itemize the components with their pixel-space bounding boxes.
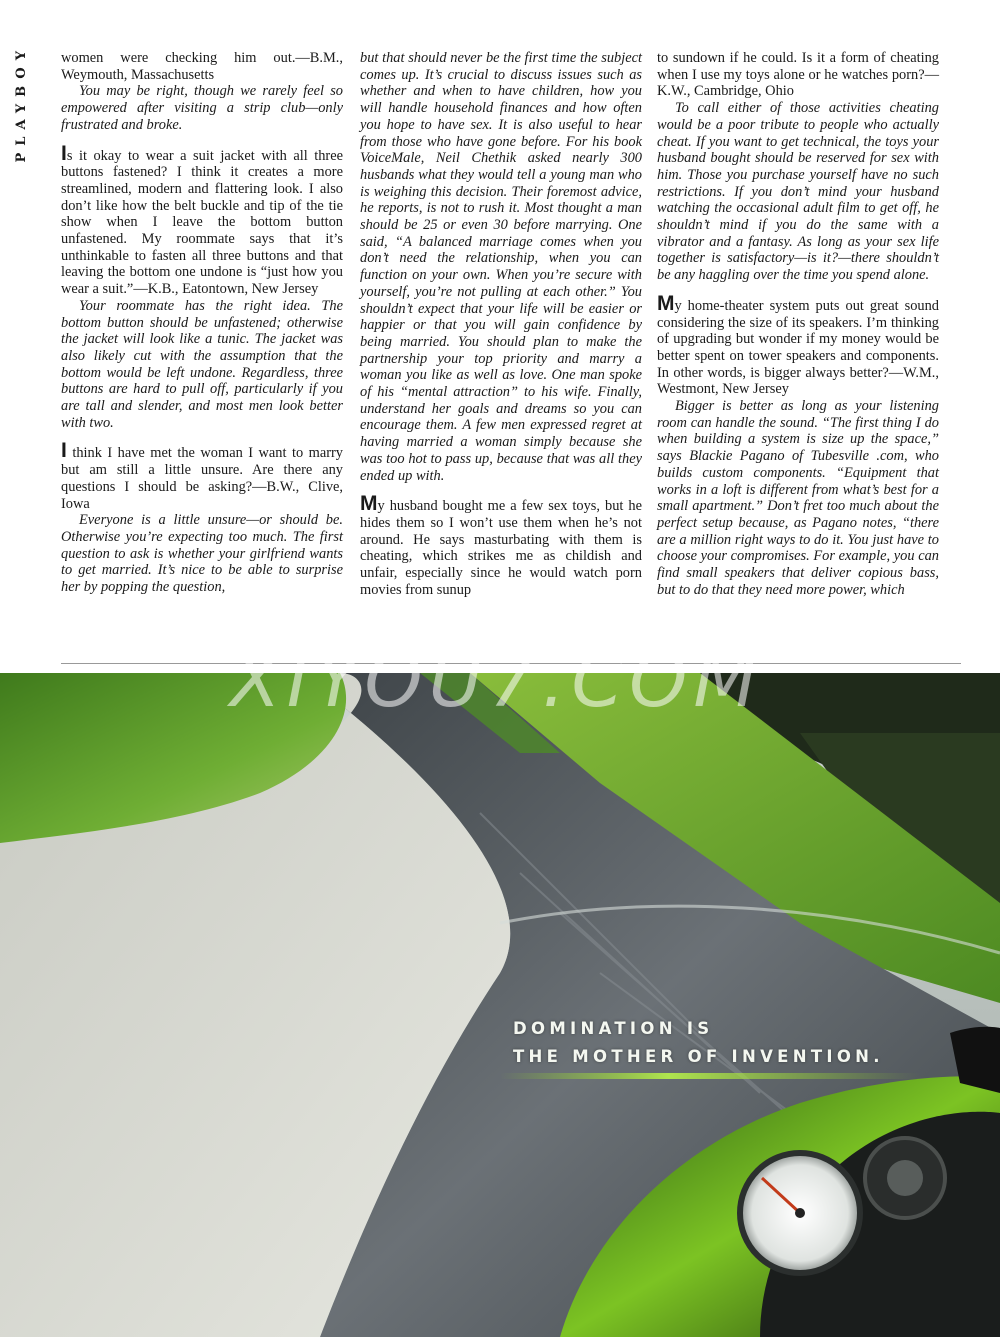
drop-cap: I bbox=[61, 439, 67, 463]
answer-paragraph: Your roommate has the right idea. The bottom button should be unfastened; otherwise the jacket will look like a tunic. The jacket was also likely cut with the assumption that the bottom would be left undone. Regardless, three buttons are hard to pull off, particularly if you are tall and slender, and most men look better with two. bbox=[61, 297, 343, 431]
paragraph: women were checking him out.—B.M., Weymouth, Massachusetts bbox=[61, 50, 343, 83]
answer-paragraph: but that should never be the first time the subject comes up. It’s crucial to discuss issues such as whether and when to have children, how you will handle household finances and how often you hope to have sex. It is also useful to hear from those who have gone before. For his book VoiceMale, Neil Chethik asked nearly 300 husbands what they would tell a young man who is weighing this decision. Their foremost advice, he reports, is not to rush it. Most thought a man should be 25 or even 30 before marrying. One said, “A balanced marriage comes when you don’t need the relationship, when you can function on your own. When you’re secure with yourself, you’re not pulling at each other.” You shouldn’t expect that your life will be easier or happier or that you will gain confidence by being married. You should plan to make the partnership your top priority and marry a woman you like as well as love. One man spoke of his “mental attraction” to his wife. Finally, understand her goals and dreams so you can encourage them. A few men expressed regret at having married a woman simply because she was too hot to pass up, because that was all they ended up with. bbox=[360, 50, 642, 484]
question-text: y home-theater system puts out great sound considering the size of its speakers. I’m thinking of upgrading but wonder if my money would be better spent on tower speakers and components. In other words, is bigger always better?—W.M., Westmont, New Jersey bbox=[657, 297, 939, 398]
paragraph: to sundown if he could. Is it a form of cheating when I use my toys alone or he watches porn?—K.W., Cambridge, Ohio bbox=[657, 50, 939, 100]
drop-cap: M bbox=[657, 291, 675, 315]
ad-tagline bbox=[513, 1015, 884, 1071]
tagline-line-1: DOMINATION IS bbox=[513, 1019, 714, 1038]
racetrack-illustration bbox=[0, 673, 1000, 1337]
question-text: s it okay to wear a suit jacket with all three buttons fastened? I think it creates a more streamlined, modern and flattering look. I also don’t like how the belt buckle and tip of the tie show when I leave the bottom button unfastened. My roommate says that it’s unthinkable to fasten all three buttons and that leaving the bottom one undone is “just how you wear a suit.”—K.B., Eatontown, New Jersey bbox=[61, 147, 343, 298]
answer-paragraph: You may be right, though we rarely feel so empowered after visiting a strip club—only frustrated and broke. bbox=[61, 83, 343, 133]
answer-paragraph: To call either of those activities cheating would be a poor tribute to people who actually cheat. If you want to get technical, the toys your husband bought should be reserved for sex with him. Those you purchase yourself have no such restrictions. If you don’t mind your husband watching the occasional adult film to get off, he shouldn’t mind if you do the same with a vibrator and a fantasy. As long as your sex life together is satisfactory—is it?—there shouldn’t be any haggling over the time you spend alone. bbox=[657, 100, 939, 284]
watermark-text: XIYOU7.COM bbox=[230, 638, 764, 724]
drop-cap: I bbox=[61, 141, 67, 165]
tagline-line-2: THE MOTHER OF INVENTION. bbox=[513, 1047, 884, 1066]
magazine-side-label: PLAYBOY bbox=[14, 44, 29, 163]
text-column-1 bbox=[61, 50, 343, 596]
text-column-3 bbox=[657, 50, 939, 599]
question-text: think I have met the woman I want to marry but am still a little unsure. Are there any questions I should be asking?—B.W., Clive, Iowa bbox=[61, 445, 343, 512]
answer-paragraph: Bigger is better as long as your listening room can handle the sound. “The first thing I do when building a system is size up the space,” says Blackie Pagano of Tubesville .com, who builds custom components. “Equipment that works in a loft is different from what’s best for a small apartment.” Don’t fret too much about the perfect setup because, as Pagano notes, “there are a million right ways to do it. You just have to choose your compromises. For example, you can find small speakers that deliver copious bass, but to do that they need more power, which bbox=[657, 398, 939, 598]
advertisement-photo bbox=[0, 673, 1000, 1337]
text-column-2 bbox=[360, 50, 642, 599]
question-paragraph bbox=[61, 141, 343, 298]
question-paragraph bbox=[360, 492, 642, 598]
question-paragraph bbox=[657, 291, 939, 398]
answer-paragraph: Everyone is a little unsure—or should be. Otherwise you’re expecting too much. The first question to ask is whether your girlfriend wants to get married. It’s nice to be able to surprise her by popping the question, bbox=[61, 512, 343, 596]
question-paragraph bbox=[61, 439, 343, 512]
question-text: y husband bought me a few sex toys, but he hides them so I won’t use them when he’s not around. He says masturbating with them is cheating, which strikes me as childish and unfair, especially since he would watch porn movies from sunup bbox=[360, 498, 642, 598]
drop-cap: M bbox=[360, 492, 378, 516]
